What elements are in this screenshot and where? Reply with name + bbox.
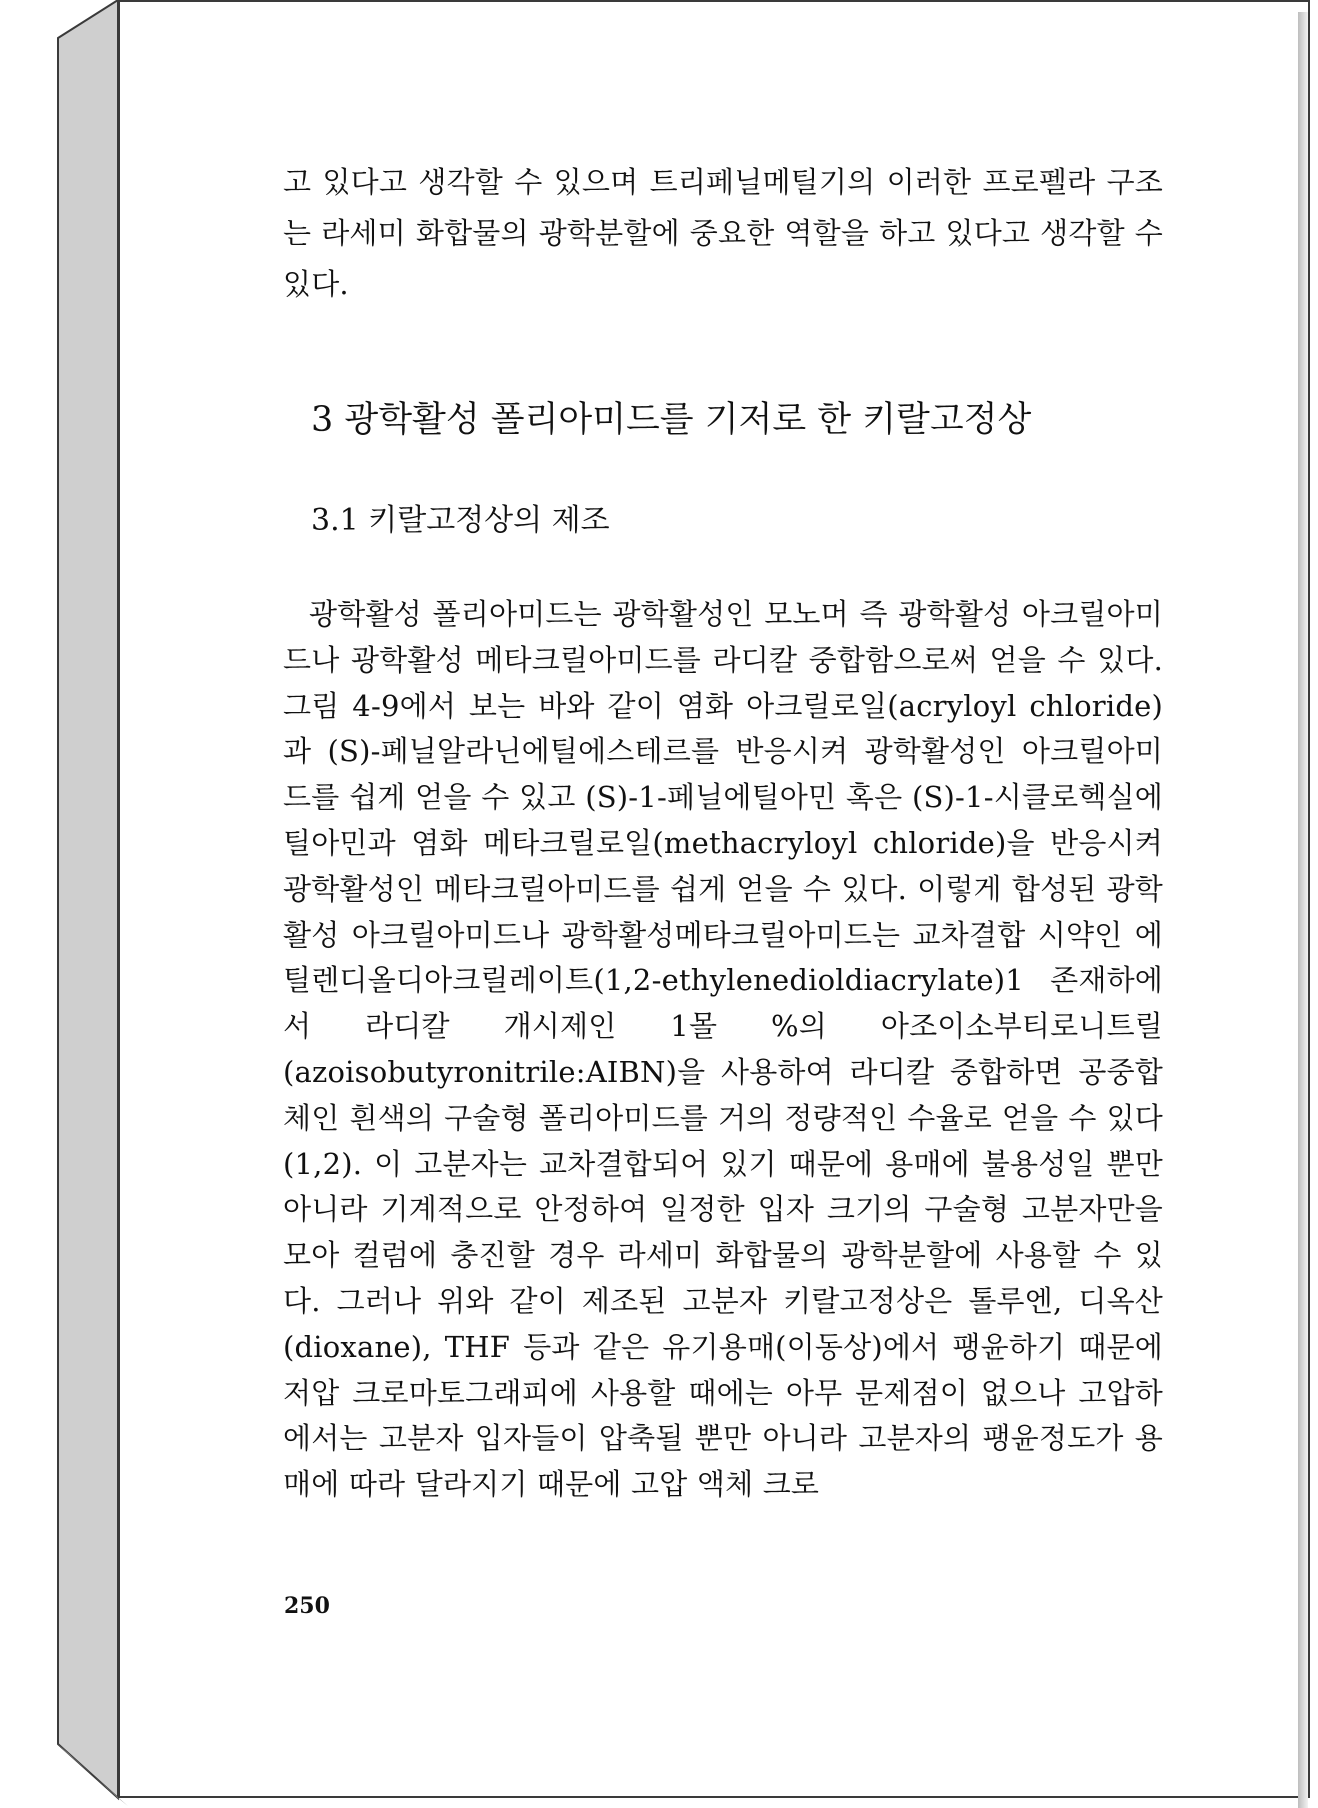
page-edge-shadow [1298,12,1308,1808]
intro-paragraph: 고 있다고 생각할 수 있으며 트리페닐메틸기의 이러한 프로펠라 구조는 라세미 화합물의 광학분할에 중요한 역할을 하고 있다고 생각할 수 있다. [283,165,1163,301]
page-number: 250 [284,1593,330,1619]
body-paragraph: 광학활성 폴리아미드는 광학활성인 모노머 즉 광학활성 아크릴아미드나 광학활성 메타크릴아미드를 라디칼 중합함으로써 얻을 수 있다. 그림 4-9에서 보는 바와 같이 염화 아크릴로일(acryloyl chloride)과 (S)-페닐알라닌에틸에스테르를 반응시켜 광학활성인 아크릴아미드를 쉽게 얻을 수 있고 (S)-1-페닐에틸아민 혹은 (S)-1-시클로헥실에틸아민과 염화 메타크릴로일(methacryloyl chloride)을 반응시켜 광학활성인 메타크릴아미드를 쉽게 얻을 수 있다. 이렇게 합성된 광학활성 아크릴아미드나 광학활성메타크릴아미드는 교차결합 시약인 에틸렌디올디아크릴레이트(1,2-ethylenedioldiacrylate)1 존재하에서 라디칼 개시제인 1몰 %의 아조이소부티로니트릴(azoisobutyronitrile:AIBN)을 사용하여 라디칼 중합하면 공중합체인 흰색의 구술형 폴리아미드를 거의 정량적인 수율로 얻을 수 있다(1,2). 이 고분자는 교차결합되어 있기 때문에 용매에 불용성일 뿐만 아니라 기계적으로 안정하여 일정한 입자 크기의 구술형 고분자만을 모아 컬럼에 충진할 경우 라세미 화합물의 광학분할에 사용할 수 있다. 그러나 위와 같이 제조된 고분자 키랄고정상은 톨루엔, 디옥산(dioxane), THF 등과 같은 유기용매(이동상)에서 팽윤하기 때문에 저압 크로마토그래피에 사용할 때에는 아무 문제점이 없으나 고압하에서는 고분자 입자들이 압축될 뿐만 아니라 고분자의 팽윤정도가 용매에 따라 달라지기 때문에 고압 액체 크로 [283,597,1163,1502]
subsection-heading: 3.1 키랄고정상의 제조 [311,503,610,538]
section-heading: 3 광학활성 폴리아미드를 기저로 한 키랄고정상 [311,400,1032,440]
